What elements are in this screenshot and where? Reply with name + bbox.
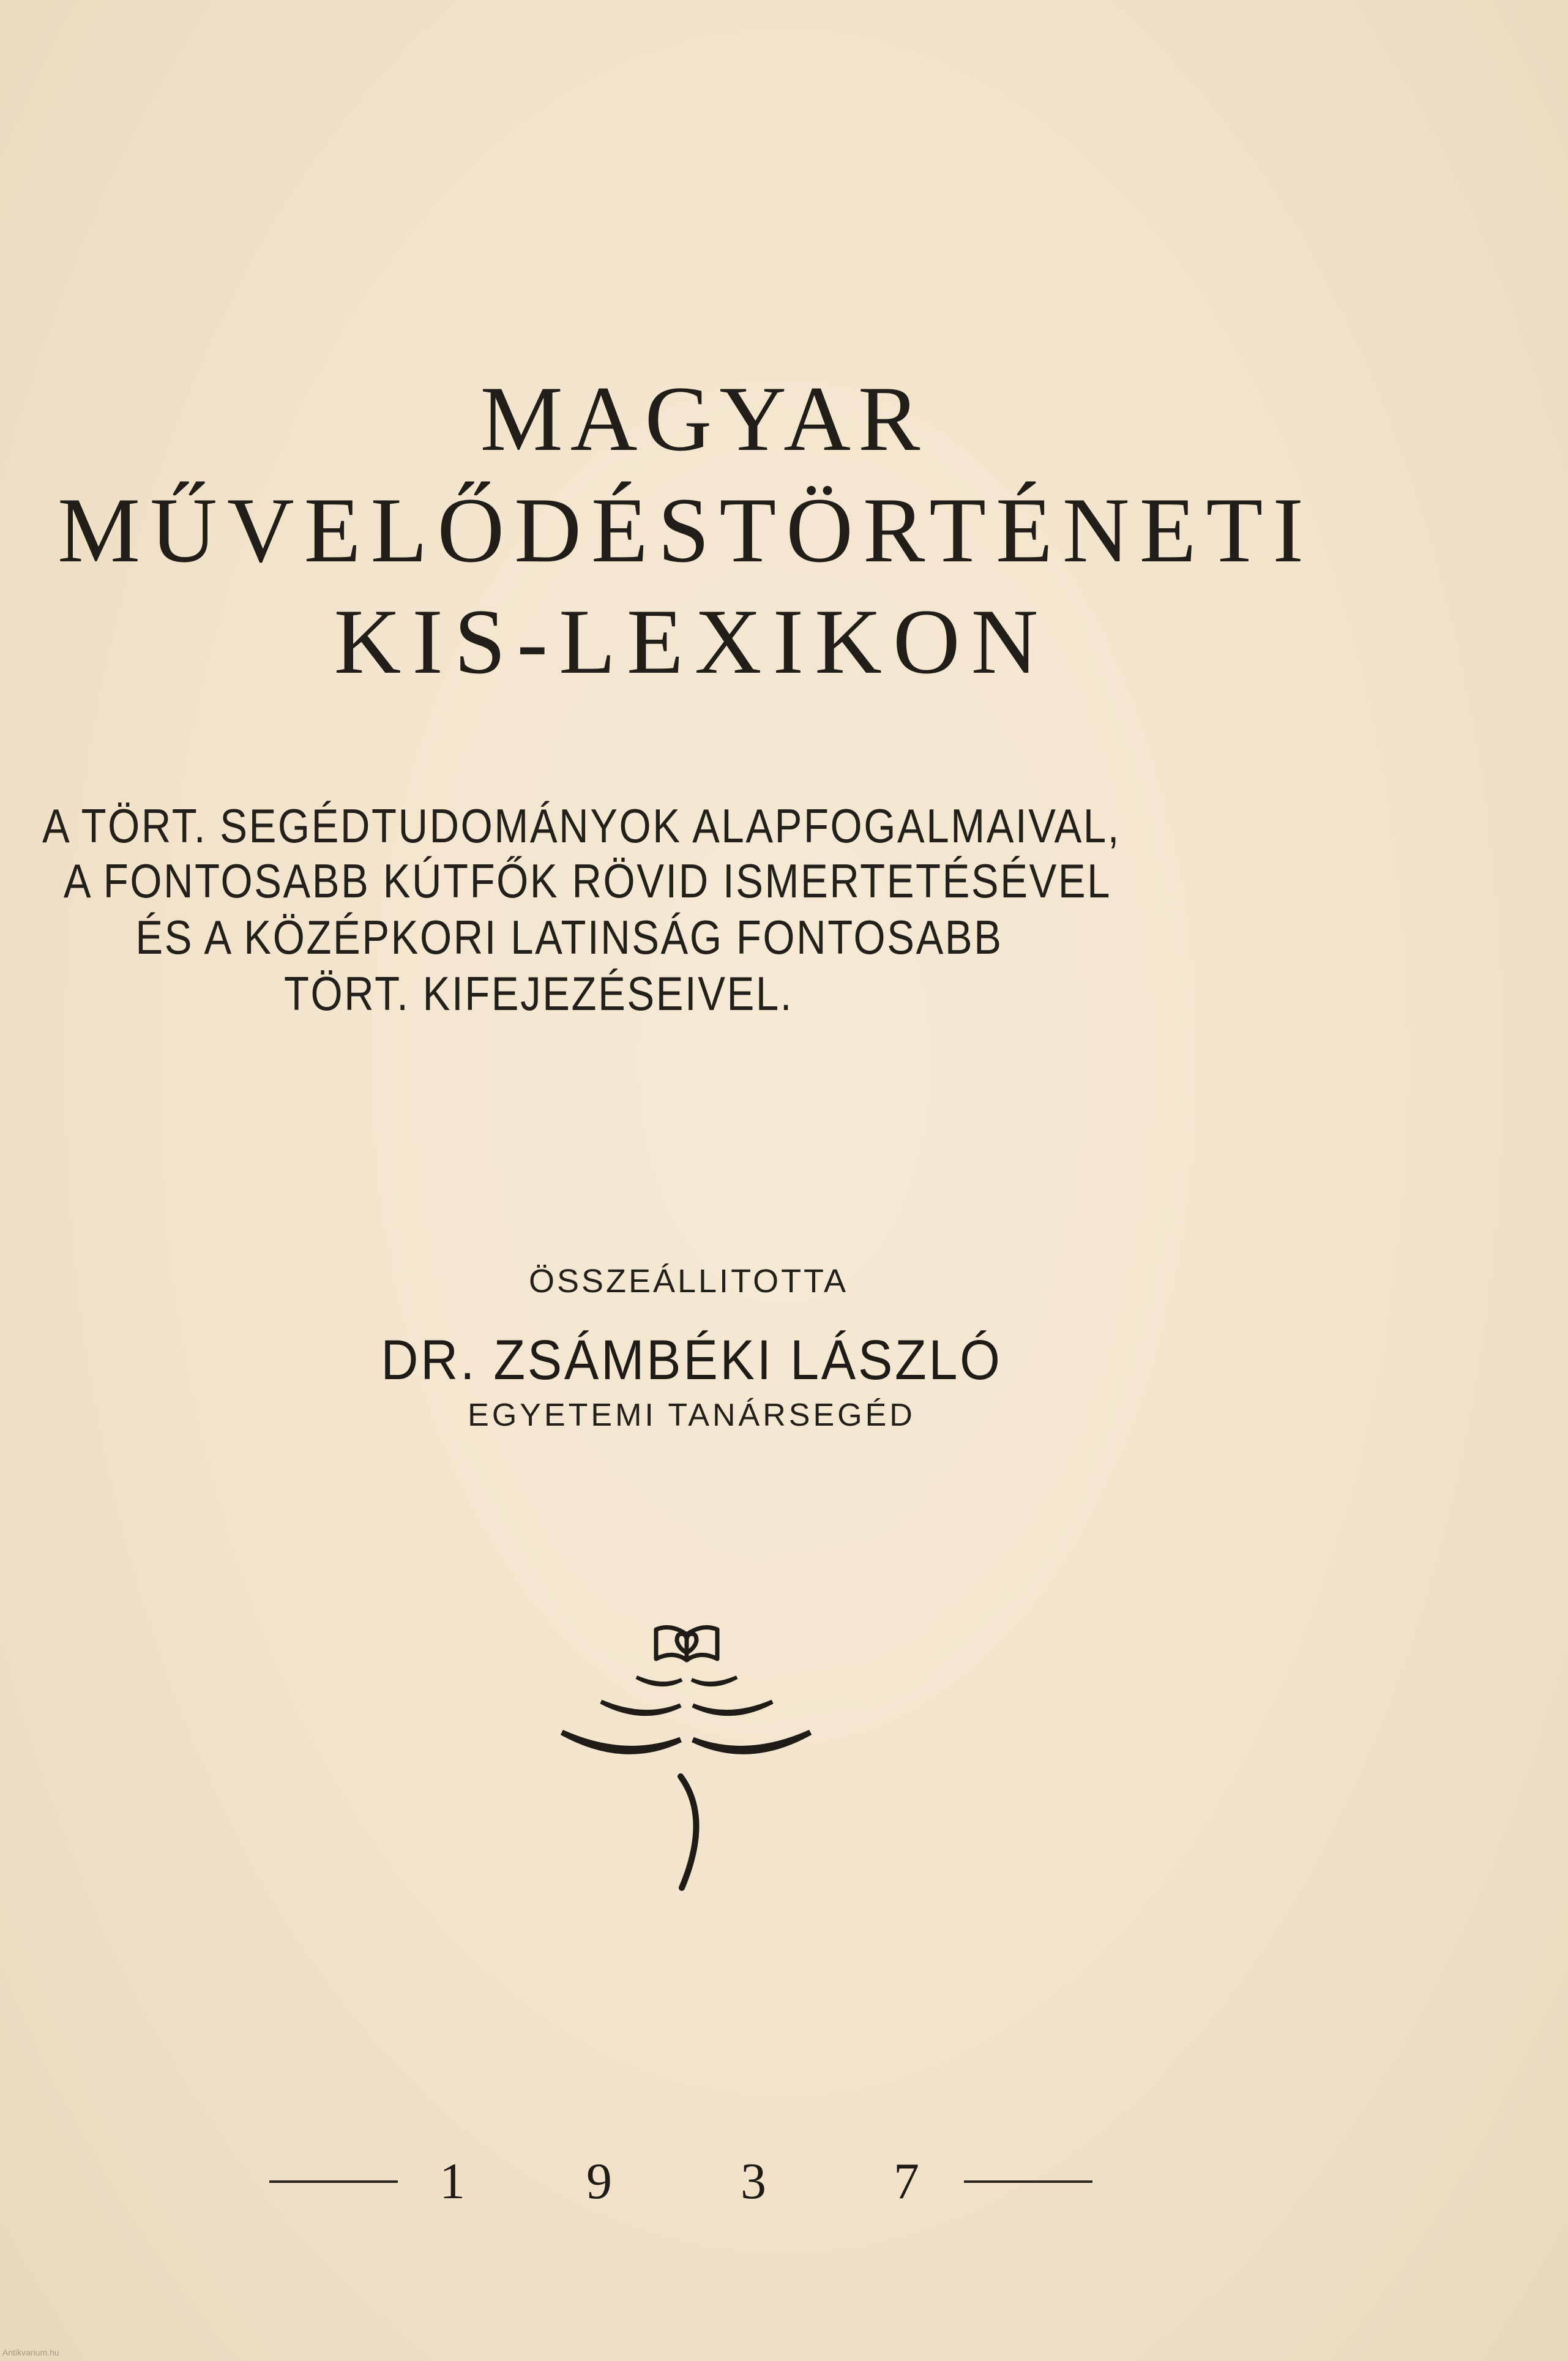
- subtitle-line-1: A TÖRT. SEGÉDTUDOMÁNYOK ALAPFOGALMAIVAL,: [42, 799, 1121, 853]
- publisher-logo-icon: [551, 1616, 820, 1898]
- year-digit: 3: [741, 2153, 766, 2210]
- watermark: Antikvarium.hu: [2, 2348, 59, 2357]
- year-digit: 1: [439, 2153, 465, 2210]
- year-rule-right: [964, 2180, 1092, 2183]
- title-line-1: MAGYAR: [480, 367, 928, 470]
- author-title: EGYETEMI TANÁRSEGÉD: [468, 1398, 916, 1433]
- year-rule-left: [269, 2180, 398, 2183]
- publication-year: [269, 2145, 1102, 2218]
- subtitle-line-4: TÖRT. KIFEJEZÉSEIVEL.: [283, 967, 794, 1020]
- compiled-by-label: ÖSSZEÁLLITOTTA: [528, 1263, 849, 1300]
- subtitle-line-3: ÉS A KÖZÉPKORI LATINSÁG FONTOSABB: [135, 910, 1003, 964]
- title-line-2: MŰVELŐDÉSTÖRTÉNETI: [58, 479, 1313, 582]
- author-name: DR. ZSÁMBÉKI LÁSZLÓ: [381, 1329, 1002, 1391]
- title-line-3: KIS-LEXIKON: [334, 590, 1050, 693]
- subtitle-line-2: A FONTOSABB KÚTFŐK RÖVID ISMERTETÉSÉVEL: [63, 854, 1112, 908]
- year-digit: 9: [586, 2153, 612, 2210]
- year-digit: 7: [894, 2153, 919, 2210]
